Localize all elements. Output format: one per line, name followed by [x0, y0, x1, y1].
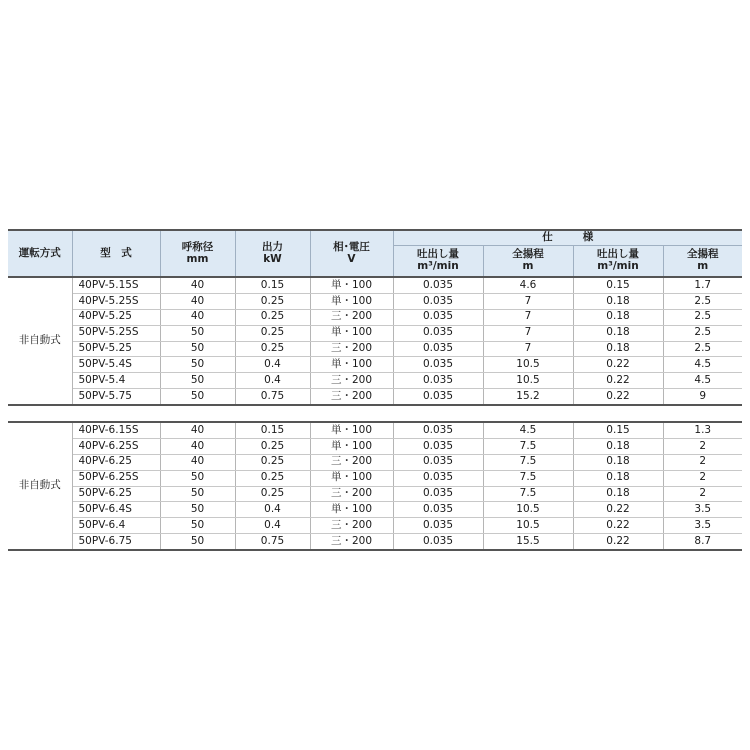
discharge-2-cell: 0.15 — [573, 422, 663, 438]
head-2-cell: 3.5 — [663, 518, 742, 534]
output-cell: 0.4 — [235, 357, 310, 373]
head-1-cell: 4.5 — [483, 422, 573, 438]
header-phase-voltage-unit: V — [347, 252, 356, 265]
output-cell: 0.25 — [235, 454, 310, 470]
pump-spec-table — [8, 229, 742, 551]
table-row — [8, 277, 742, 293]
discharge-1-cell: 0.035 — [393, 277, 483, 293]
header-head-1 — [483, 246, 573, 278]
header-model: 型 式 — [72, 230, 160, 277]
phase-voltage-cell: 単・100 — [310, 438, 393, 454]
model-cell: 50PV-6.75 — [72, 534, 160, 550]
discharge-2-cell: 0.18 — [573, 470, 663, 486]
model-cell: 50PV-5.25 — [72, 341, 160, 357]
header-diameter-unit: mm — [186, 252, 209, 265]
model-cell: 50PV-5.4 — [72, 373, 160, 389]
model-cell: 50PV-5.4S — [72, 357, 160, 373]
table-row — [8, 518, 742, 534]
head-2-cell: 2 — [663, 438, 742, 454]
head-2-cell: 3.5 — [663, 502, 742, 518]
header-head-2-label: 全揚程 — [687, 248, 719, 261]
discharge-2-cell: 0.18 — [573, 486, 663, 502]
header-diameter-label: 呼称径 — [181, 240, 214, 253]
head-1-cell: 7 — [483, 341, 573, 357]
diameter-cell: 50 — [160, 325, 235, 341]
table-row — [8, 502, 742, 518]
discharge-1-cell: 0.035 — [393, 341, 483, 357]
header-head-1-label: 全揚程 — [512, 248, 544, 261]
table-row — [8, 470, 742, 486]
table-row — [8, 389, 742, 405]
group-separator — [8, 405, 742, 422]
model-cell: 50PV-6.25 — [72, 486, 160, 502]
head-1-cell: 7 — [483, 293, 573, 309]
diameter-cell: 50 — [160, 534, 235, 550]
diameter-cell: 40 — [160, 309, 235, 325]
diameter-cell: 40 — [160, 277, 235, 293]
phase-voltage-cell: 単・100 — [310, 325, 393, 341]
head-2-cell: 1.3 — [663, 422, 742, 438]
discharge-2-cell: 0.22 — [573, 518, 663, 534]
discharge-1-cell: 0.035 — [393, 486, 483, 502]
head-2-cell: 8.7 — [663, 534, 742, 550]
header-head-2 — [663, 246, 742, 278]
diameter-cell: 50 — [160, 502, 235, 518]
diameter-cell: 50 — [160, 357, 235, 373]
discharge-1-cell: 0.035 — [393, 422, 483, 438]
model-cell: 40PV-6.25S — [72, 438, 160, 454]
table-row — [8, 438, 742, 454]
output-cell: 0.25 — [235, 309, 310, 325]
discharge-1-cell: 0.035 — [393, 389, 483, 405]
header-output-unit: kW — [263, 252, 282, 265]
operation-mode-cell: 非自動式 — [8, 422, 72, 550]
header-discharge-2 — [573, 246, 663, 278]
phase-voltage-cell: 三・200 — [310, 518, 393, 534]
table-header — [8, 230, 742, 277]
discharge-2-cell: 0.22 — [573, 389, 663, 405]
head-2-cell: 9 — [663, 389, 742, 405]
discharge-1-cell: 0.035 — [393, 502, 483, 518]
header-output-label: 出力 — [262, 240, 283, 253]
discharge-2-cell: 0.18 — [573, 341, 663, 357]
table-row — [8, 422, 742, 438]
head-1-cell: 15.2 — [483, 389, 573, 405]
header-operation-mode: 運転方式 — [8, 230, 72, 277]
model-cell: 50PV-6.25S — [72, 470, 160, 486]
discharge-1-cell: 0.035 — [393, 293, 483, 309]
discharge-1-cell: 0.035 — [393, 373, 483, 389]
operation-mode-cell: 非自動式 — [8, 277, 72, 405]
header-phase-voltage — [310, 230, 393, 277]
discharge-1-cell: 0.035 — [393, 438, 483, 454]
header-discharge-1 — [393, 246, 483, 278]
output-cell: 0.15 — [235, 422, 310, 438]
table-row — [8, 325, 742, 341]
table-row — [8, 309, 742, 325]
head-1-cell: 7.5 — [483, 438, 573, 454]
header-head-1-unit: m — [522, 260, 534, 272]
discharge-2-cell: 0.18 — [573, 454, 663, 470]
table-row — [8, 293, 742, 309]
header-spec — [393, 230, 742, 246]
phase-voltage-cell: 三・200 — [310, 486, 393, 502]
head-1-cell: 15.5 — [483, 534, 573, 550]
phase-voltage-cell: 単・100 — [310, 277, 393, 293]
output-cell: 0.75 — [235, 534, 310, 550]
output-cell: 0.4 — [235, 373, 310, 389]
diameter-cell: 50 — [160, 373, 235, 389]
model-cell: 50PV-5.25S — [72, 325, 160, 341]
diameter-cell: 40 — [160, 454, 235, 470]
diameter-cell: 50 — [160, 518, 235, 534]
table-row — [8, 486, 742, 502]
output-cell: 0.75 — [235, 389, 310, 405]
table-row — [8, 357, 742, 373]
head-2-cell: 2 — [663, 486, 742, 502]
output-cell: 0.25 — [235, 486, 310, 502]
phase-voltage-cell: 三・200 — [310, 454, 393, 470]
discharge-2-cell: 0.22 — [573, 373, 663, 389]
head-1-cell: 7.5 — [483, 486, 573, 502]
discharge-2-cell: 0.18 — [573, 438, 663, 454]
diameter-cell: 40 — [160, 438, 235, 454]
model-cell: 40PV-5.25S — [72, 293, 160, 309]
header-output — [235, 230, 310, 277]
output-cell: 0.25 — [235, 341, 310, 357]
discharge-1-cell: 0.035 — [393, 357, 483, 373]
output-cell: 0.15 — [235, 277, 310, 293]
phase-voltage-cell: 単・100 — [310, 470, 393, 486]
head-1-cell: 4.6 — [483, 277, 573, 293]
header-discharge-1-label: 吐出し量 — [417, 248, 459, 261]
header-phase-voltage-label: 相･電圧 — [333, 240, 370, 253]
head-1-cell: 10.5 — [483, 357, 573, 373]
head-2-cell: 2 — [663, 470, 742, 486]
head-2-cell: 2.5 — [663, 325, 742, 341]
head-1-cell: 7.5 — [483, 470, 573, 486]
discharge-2-cell: 0.22 — [573, 534, 663, 550]
diameter-cell: 50 — [160, 341, 235, 357]
table-row — [8, 534, 742, 550]
output-cell: 0.4 — [235, 518, 310, 534]
discharge-1-cell: 0.035 — [393, 325, 483, 341]
phase-voltage-cell: 三・200 — [310, 341, 393, 357]
header-spec-label: 仕様 — [542, 231, 624, 244]
model-cell: 40PV-6.25 — [72, 454, 160, 470]
phase-voltage-cell: 単・100 — [310, 502, 393, 518]
discharge-1-cell: 0.035 — [393, 309, 483, 325]
model-cell: 40PV-5.15S — [72, 277, 160, 293]
head-1-cell: 10.5 — [483, 502, 573, 518]
table-row — [8, 373, 742, 389]
head-1-cell: 10.5 — [483, 373, 573, 389]
head-1-cell: 10.5 — [483, 518, 573, 534]
diameter-cell: 50 — [160, 486, 235, 502]
header-discharge-1-unit: m³/min — [417, 260, 459, 272]
phase-voltage-cell: 単・100 — [310, 422, 393, 438]
discharge-2-cell: 0.18 — [573, 325, 663, 341]
output-cell: 0.4 — [235, 502, 310, 518]
phase-voltage-cell: 三・200 — [310, 534, 393, 550]
model-cell: 50PV-5.75 — [72, 389, 160, 405]
discharge-2-cell: 0.18 — [573, 309, 663, 325]
diameter-cell: 50 — [160, 389, 235, 405]
head-2-cell: 2.5 — [663, 293, 742, 309]
output-cell: 0.25 — [235, 438, 310, 454]
header-discharge-2-unit: m³/min — [597, 260, 639, 272]
head-2-cell: 4.5 — [663, 373, 742, 389]
diameter-cell: 40 — [160, 293, 235, 309]
output-cell: 0.25 — [235, 470, 310, 486]
phase-voltage-cell: 単・100 — [310, 357, 393, 373]
discharge-2-cell: 0.15 — [573, 277, 663, 293]
model-cell: 50PV-6.4 — [72, 518, 160, 534]
model-cell: 50PV-6.4S — [72, 502, 160, 518]
head-2-cell: 1.7 — [663, 277, 742, 293]
table-row — [8, 341, 742, 357]
phase-voltage-cell: 単・100 — [310, 293, 393, 309]
head-2-cell: 2.5 — [663, 341, 742, 357]
head-2-cell: 2 — [663, 454, 742, 470]
diameter-cell: 40 — [160, 422, 235, 438]
discharge-1-cell: 0.035 — [393, 454, 483, 470]
diameter-cell: 50 — [160, 470, 235, 486]
phase-voltage-cell: 三・200 — [310, 373, 393, 389]
output-cell: 0.25 — [235, 325, 310, 341]
model-cell: 40PV-5.25 — [72, 309, 160, 325]
head-2-cell: 4.5 — [663, 357, 742, 373]
table-group-2 — [8, 422, 742, 550]
output-cell: 0.25 — [235, 293, 310, 309]
head-1-cell: 7.5 — [483, 454, 573, 470]
discharge-2-cell: 0.22 — [573, 357, 663, 373]
model-cell: 40PV-6.15S — [72, 422, 160, 438]
phase-voltage-cell: 三・200 — [310, 389, 393, 405]
header-diameter — [160, 230, 235, 277]
discharge-1-cell: 0.035 — [393, 518, 483, 534]
discharge-2-cell: 0.22 — [573, 502, 663, 518]
discharge-1-cell: 0.035 — [393, 534, 483, 550]
discharge-2-cell: 0.18 — [573, 293, 663, 309]
header-discharge-2-label: 吐出し量 — [597, 248, 639, 261]
head-1-cell: 7 — [483, 325, 573, 341]
head-1-cell: 7 — [483, 309, 573, 325]
header-head-2-unit: m — [697, 260, 709, 272]
discharge-1-cell: 0.035 — [393, 470, 483, 486]
head-2-cell: 2.5 — [663, 309, 742, 325]
table-group-1 — [8, 277, 742, 405]
table-row — [8, 454, 742, 470]
phase-voltage-cell: 三・200 — [310, 309, 393, 325]
